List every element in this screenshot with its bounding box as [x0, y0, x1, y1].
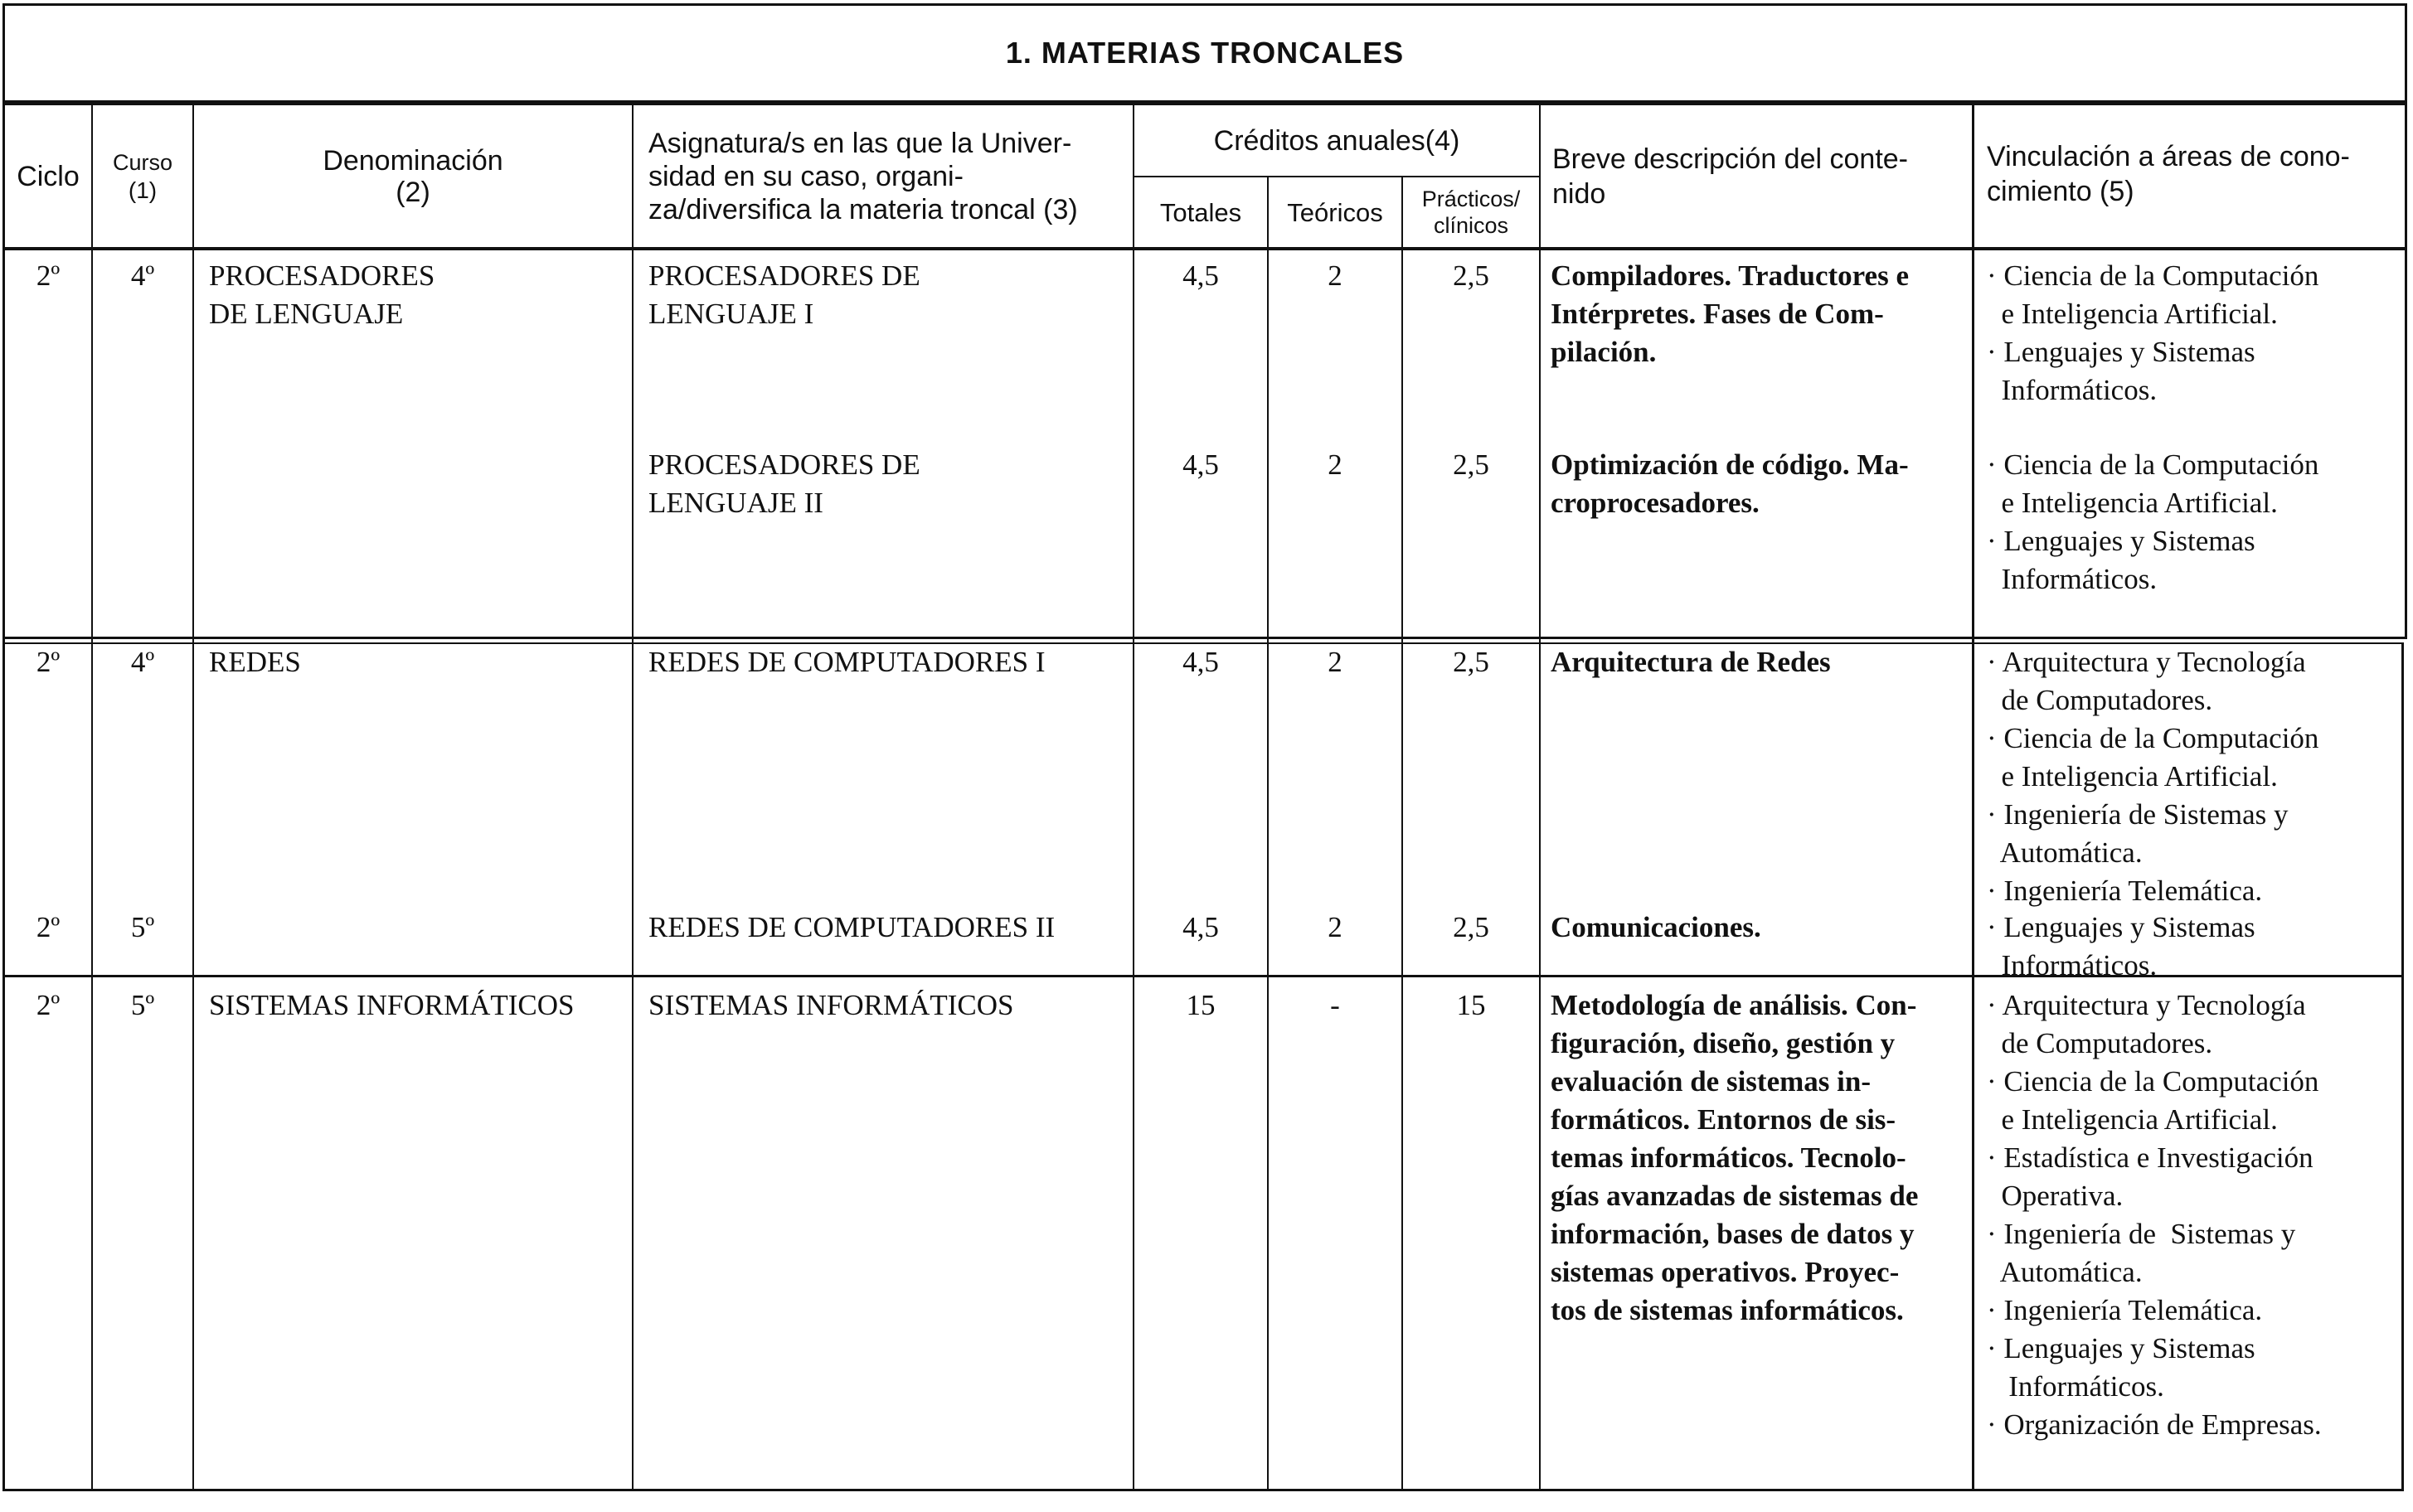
row4-teoricos: 2 — [1328, 911, 1342, 943]
header-denominacion-label: Denominación — [323, 144, 503, 177]
row4-vinculacion — [1987, 909, 2255, 985]
row3-vinculacion-line: · Ciencia de la Computación — [1987, 722, 2319, 754]
row5-descripcion-line: gías avanzadas de sistemas de — [1551, 1180, 1919, 1212]
row5-vinculacion-line: Operativa. — [1987, 1180, 2124, 1212]
header-curso-label: Curso — [112, 149, 173, 175]
row5-denominacion-line: SISTEMAS INFORMÁTICOS — [209, 989, 575, 1021]
row1-vinculacion-line: e Inteligencia Artificial. — [1987, 298, 2278, 330]
row3-vinculacion-line: Automática. — [1987, 836, 2143, 869]
header-vinculacion-line: Vinculación a áreas de cono- — [1987, 141, 2350, 172]
row5-descripcion-line: tos de sistemas informáticos. — [1551, 1294, 1904, 1326]
header-denominacion-note: (2) — [396, 176, 430, 208]
header-descripcion-line: nido — [1552, 177, 1606, 210]
header-curso-note: (1) — [128, 177, 158, 203]
row1-asignatura — [648, 257, 920, 333]
row1-teoricos: 2 — [1328, 259, 1342, 292]
row4-asignatura-line: REDES DE COMPUTADORES II — [648, 911, 1056, 943]
header-bottom-line — [2, 247, 2407, 250]
header-ciclo: Ciclo — [17, 160, 80, 192]
row5-ciclo: 2º — [36, 989, 61, 1021]
header-practicos-line: Prácticos/ — [1421, 187, 1521, 211]
row5-asignatura-line: SISTEMAS INFORMÁTICOS — [648, 989, 1014, 1021]
row2-descripcion-line: croprocesadores. — [1551, 487, 1760, 519]
row3-ciclo: 2º — [36, 646, 61, 678]
header-descripcion-line: Breve descripción del conte- — [1552, 143, 1909, 175]
row4-asignatura — [648, 909, 1055, 947]
row4-ciclo: 2º — [36, 911, 61, 943]
row4-descripcion-line: Comunicaciones. — [1551, 911, 1761, 943]
row5-vinculacion-line: · Ingeniería de Sistemas y — [1987, 1218, 2296, 1250]
header-creditos: Créditos anuales(4) — [1213, 124, 1460, 157]
row4-totales: 4,5 — [1182, 911, 1219, 943]
row2-vinculacion-line: e Inteligencia Artificial. — [1987, 487, 2278, 519]
row3-asignatura-line: REDES DE COMPUTADORES I — [648, 646, 1046, 678]
row1-asignatura-line: PROCESADORES DE — [648, 259, 920, 292]
right-border — [2405, 103, 2407, 637]
row4-descripcion — [1551, 909, 1761, 947]
row3-teoricos: 2 — [1328, 646, 1342, 678]
row3-descripcion-line: Arquitectura de Redes — [1551, 646, 1831, 678]
row5-vinculacion-line: · Lenguajes y Sistemas — [1987, 1332, 2255, 1364]
row4-curso: 5º — [130, 911, 155, 943]
row2-asignatura-line: PROCESADORES DE — [648, 448, 920, 481]
table-title-box — [2, 3, 2407, 103]
col-sep-denominacion — [632, 103, 634, 1491]
col-sep-asignatura — [1133, 103, 1134, 1491]
col-sep-ciclo — [91, 103, 93, 1491]
row5-curso: 5º — [130, 989, 155, 1021]
row5-descripcion-line: información, bases de datos y — [1551, 1218, 1915, 1250]
row3-vinculacion-line: · Arquitectura y Tecnología — [1987, 646, 2306, 678]
row5-descripcion-line: formáticos. Entornos de sis- — [1551, 1103, 1896, 1136]
row5-descripcion-line: Metodología de análisis. Con- — [1551, 989, 1917, 1021]
row1-vinculacion-line: · Ciencia de la Computación — [1987, 259, 2319, 292]
row5-totales: 15 — [1186, 989, 1216, 1021]
row5-descripcion-line: evaluación de sistemas in- — [1551, 1065, 1871, 1098]
row5-vinculacion-line: Automática. — [1987, 1256, 2143, 1288]
row2-practicos: 2,5 — [1453, 448, 1489, 481]
row2-descripcion — [1551, 446, 1909, 522]
row2-totales: 4,5 — [1182, 448, 1219, 481]
header-curso — [93, 105, 192, 247]
row5-vinculacion — [1987, 986, 2322, 1444]
row3-curso: 4º — [130, 646, 155, 678]
row3-asignatura — [648, 643, 1045, 681]
right-border-lower — [2401, 643, 2404, 1491]
row5-descripcion-line: temas informáticos. Tecnolo- — [1551, 1141, 1906, 1174]
header-vinculacion-line: cimiento (5) — [1987, 176, 2134, 207]
row5-vinculacion-line: · Estadística e Investigación — [1987, 1141, 2313, 1174]
col-sep-totales — [1267, 176, 1269, 1491]
row5-vinculacion-line: · Arquitectura y Tecnología — [1987, 989, 2306, 1021]
row3-vinculacion-line: de Computadores. — [1987, 684, 2213, 716]
row1-curso: 4º — [130, 259, 155, 292]
row3-totales: 4,5 — [1182, 646, 1219, 678]
row1-denominacion-line: DE LENGUAJE — [209, 298, 404, 330]
row3-vinculacion-line: · Ingeniería de Sistemas y — [1987, 798, 2289, 831]
row5-vinculacion-line: · Ciencia de la Computación — [1987, 1065, 2319, 1098]
header-denominacion — [194, 105, 632, 247]
row3-vinculacion-line: e Inteligencia Artificial. — [1987, 760, 2278, 792]
row2-descripcion-line: Optimización de código. Ma- — [1551, 448, 1909, 481]
row1-practicos: 2,5 — [1453, 259, 1489, 292]
row2-vinculacion — [1987, 446, 2318, 598]
header-teoricos: Teóricos — [1287, 197, 1383, 227]
row5-descripcion-line: figuración, diseño, gestión y — [1551, 1027, 1896, 1059]
row1-vinculacion-line: Informáticos. — [1987, 374, 2158, 406]
row1-vinculacion-line: · Lenguajes y Sistemas — [1987, 336, 2255, 368]
row2-vinculacion-line: Informáticos. — [1987, 563, 2158, 595]
header-asignatura-line: sidad en su caso, organi- — [648, 160, 964, 192]
row1-asignatura-line: LENGUAJE I — [648, 298, 814, 330]
row1-vinculacion — [1987, 257, 2318, 410]
row1-denominacion — [209, 257, 435, 333]
row1-denominacion-line: PROCESADORES — [209, 259, 435, 292]
header-totales: Totales — [1159, 197, 1242, 227]
header-asignatura — [648, 105, 1133, 247]
row3-vinculacion — [1987, 643, 2318, 910]
row1-descripcion — [1551, 257, 1909, 371]
row5-vinculacion-line: de Computadores. — [1987, 1027, 2213, 1059]
row2-vinculacion-line: · Ciencia de la Computación — [1987, 448, 2319, 481]
col-sep-creditos — [1539, 103, 1541, 1491]
row5-descripcion — [1551, 986, 1918, 1330]
col-sep-curso — [192, 103, 194, 1491]
header-asignatura-line: Asignatura/s en las que la Univer- — [648, 127, 1072, 159]
header-descripcion — [1552, 105, 1972, 247]
row5-denominacion — [209, 986, 575, 1025]
row5-descripcion-line: sistemas operativos. Proyec- — [1551, 1256, 1900, 1288]
row-sep-1 — [2, 637, 2407, 639]
header-practicos-line: clínicos — [1433, 213, 1509, 238]
row4-vinculacion-line: · Lenguajes y Sistemas — [1987, 911, 2255, 943]
table-bottom-line — [2, 1489, 2404, 1491]
row2-vinculacion-line: · Lenguajes y Sistemas — [1987, 525, 2255, 557]
row1-descripcion-line: pilación. — [1551, 336, 1657, 368]
row3-vinculacion-line: · Ingeniería Telemática. — [1987, 875, 2263, 907]
row2-teoricos: 2 — [1328, 448, 1342, 481]
row4-practicos: 2,5 — [1453, 911, 1489, 943]
row5-vinculacion-line: · Ingeniería Telemática. — [1987, 1294, 2263, 1326]
row2-asignatura — [648, 446, 920, 522]
header-practicos — [1403, 177, 1539, 247]
row5-practicos: 15 — [1456, 989, 1486, 1021]
row3-denominacion — [209, 643, 301, 681]
row3-descripcion — [1551, 643, 1831, 681]
row5-vinculacion-line: · Organización de Empresas. — [1987, 1408, 2322, 1441]
row1-totales: 4,5 — [1182, 259, 1219, 292]
left-border — [2, 103, 5, 1491]
header-asignatura-line: za/diversifica la materia troncal (3) — [648, 193, 1078, 225]
row5-vinculacion-line: e Inteligencia Artificial. — [1987, 1103, 2278, 1136]
col-sep-descripcion — [1972, 103, 1974, 1491]
col-sep-teoricos — [1401, 176, 1403, 1491]
table-title: 1. MATERIAS TRONCALES — [1005, 36, 1405, 70]
row2-asignatura-line: LENGUAJE II — [648, 487, 823, 519]
row1-descripcion-line: Intérpretes. Fases de Com- — [1551, 298, 1884, 330]
row4-vinculacion-line: Informáticos. — [1987, 949, 2158, 981]
header-vinculacion — [1987, 139, 2401, 222]
row5-asignatura — [648, 986, 1014, 1025]
row1-descripcion-line: Compiladores. Traductores e — [1551, 259, 1909, 292]
row1-ciclo: 2º — [36, 259, 61, 292]
row3-practicos: 2,5 — [1453, 646, 1489, 678]
row5-vinculacion-line: Informáticos. — [1987, 1370, 2164, 1403]
row3-denominacion-line: REDES — [209, 646, 301, 678]
row5-teoricos: - — [1330, 989, 1340, 1021]
